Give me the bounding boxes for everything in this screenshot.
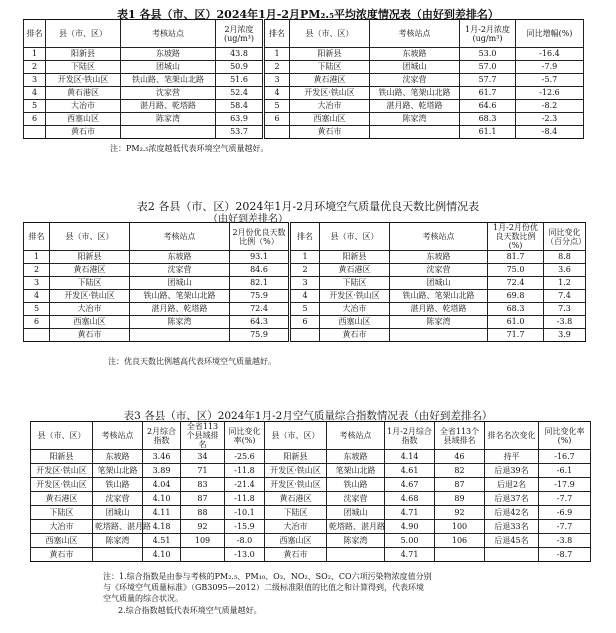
table-cell: 西塞山区 [265, 534, 327, 548]
table-cell [327, 548, 385, 562]
table-cell: -21.4 [225, 478, 265, 492]
table-cell: 后退42名 [485, 506, 539, 520]
table-cell: 4 [24, 290, 50, 303]
table-cell: 东坡路 [370, 48, 460, 61]
table-cell: 阳新县 [31, 450, 93, 464]
table1-header: 县（市、区） [290, 20, 370, 48]
table-cell: -17.9 [539, 478, 591, 492]
table-cell: 黄石市 [31, 548, 93, 562]
table-cell: 6 [290, 316, 320, 329]
table-cell: 黄石市 [46, 126, 121, 139]
table-cell: 52.4 [216, 87, 264, 100]
table-cell: 开发区·铁山区 [50, 290, 130, 303]
table-cell: 铁山路、笔架山北路 [121, 74, 216, 87]
table-cell: 46 [435, 450, 485, 464]
table3-header: 全省113个县域排名 [181, 422, 225, 450]
table3-note-3: 空气质量的综合状况。 [103, 594, 183, 603]
table2-header: 2月份优良天数比例（%） [230, 223, 290, 251]
table-cell: 下陆区 [265, 506, 327, 520]
table2-header-row [24, 223, 586, 251]
table-cell: 开发区·铁山区 [320, 290, 390, 303]
table-cell: 83 [181, 478, 225, 492]
table-cell: 笔架山北路 [327, 464, 385, 478]
table-cell: 3.46 [143, 450, 181, 464]
table-row [31, 506, 591, 520]
table-cell: 阳新县 [50, 251, 130, 264]
table-cell: 黄石港区 [290, 74, 370, 87]
table-cell: 西塞山区 [320, 316, 390, 329]
table-cell: 沈家营 [327, 492, 385, 506]
table-cell: 黄石港区 [320, 264, 390, 277]
table-row [24, 126, 584, 139]
table-cell: 109 [181, 534, 225, 548]
table-cell: 7.3 [544, 303, 586, 316]
table-cell: 4.71 [385, 506, 435, 520]
table-cell: 75.0 [488, 264, 544, 277]
table-cell: 4.11 [143, 506, 181, 520]
table-row [31, 464, 591, 478]
table-cell: 4.51 [143, 534, 181, 548]
table-row [24, 61, 584, 74]
table-cell: 43.8 [216, 48, 264, 61]
table-cell: 4 [264, 87, 290, 100]
table-cell [485, 548, 539, 562]
table-cell: -11.8 [225, 492, 265, 506]
table-cell: 68.3 [460, 113, 516, 126]
table-cell: 铁山路、笔架山北路 [370, 87, 460, 100]
table-row [24, 113, 584, 126]
table-cell: 乾塔路、湛月路 [327, 520, 385, 534]
table3-note-4: 2.综合指数越低代表环境空气质量越好。 [118, 606, 262, 615]
table-cell: 东坡路 [93, 450, 143, 464]
table-cell: 东坡路 [130, 251, 230, 264]
table-cell: 铁山路、笔架山北路 [390, 290, 488, 303]
table-cell: 乾塔路、湛月路 [93, 520, 143, 534]
table-cell: 4.68 [385, 492, 435, 506]
table1-header: 1月-2月浓度(ug/m³) [460, 20, 516, 48]
table-cell: 71.7 [488, 329, 544, 342]
table-cell: 2 [290, 264, 320, 277]
table-cell: 开发区·铁山区 [31, 464, 93, 478]
table-cell: 57.0 [460, 61, 516, 74]
table-cell: 57.7 [460, 74, 516, 87]
table-cell: -8.7 [539, 548, 591, 562]
table-cell [93, 548, 143, 562]
table-cell: 黄石市 [320, 329, 390, 342]
table-cell: 100 [435, 520, 485, 534]
table-cell: 大冶市 [320, 303, 390, 316]
table-cell: -10.1 [225, 506, 265, 520]
table-cell: 陈家湾 [390, 316, 488, 329]
table-cell: 5.00 [385, 534, 435, 548]
table-cell: 4 [24, 87, 46, 100]
table-cell: 3 [24, 74, 46, 87]
table-cell: -3.8 [544, 316, 586, 329]
table-cell: 东坡路 [327, 450, 385, 464]
table-cell: 阳新县 [265, 450, 327, 464]
table-cell: 72.4 [230, 303, 290, 316]
table-cell: 64.3 [230, 316, 290, 329]
table-cell: 4.18 [143, 520, 181, 534]
table-cell [130, 329, 230, 342]
table1-header: 同比增幅(%) [516, 20, 584, 48]
table-cell: 34 [181, 450, 225, 464]
table1-header: 排名 [24, 20, 46, 48]
table-cell: -8.2 [516, 100, 584, 113]
table-cell: 3 [24, 277, 50, 290]
table-cell: 1 [24, 48, 46, 61]
table-cell: 87 [435, 478, 485, 492]
table-row [24, 264, 586, 277]
table-cell: -7.9 [516, 61, 584, 74]
table-cell: 69.8 [488, 290, 544, 303]
table-cell: 湛月路、乾塔路 [370, 100, 460, 113]
table-cell: 大冶市 [290, 100, 370, 113]
table-cell: 陈家湾 [121, 113, 216, 126]
table-cell: 湛月路、乾塔路 [130, 303, 230, 316]
table3-header: 1月-2月综合指数 [385, 422, 435, 450]
table-row [24, 100, 584, 113]
table-cell: -25.6 [225, 450, 265, 464]
table-cell: 1 [290, 251, 320, 264]
table-cell: -12.6 [516, 87, 584, 100]
table-cell: 西塞山区 [46, 113, 121, 126]
table-cell: 铁山路 [327, 478, 385, 492]
table1-note: 注：PM₂.₅浓度越低代表环境空气质量越好。 [110, 144, 269, 153]
table3-header: 同比变化率(%) [539, 422, 591, 450]
table-cell [264, 126, 290, 139]
table2-header: 县（市、区） [50, 223, 130, 251]
table-cell: 黄石市 [290, 126, 370, 139]
table2-header: 1月-2月份优良天数比例(%) [488, 223, 544, 251]
table-cell: 开发区·铁山区 [31, 478, 93, 492]
table-cell: 西塞山区 [50, 316, 130, 329]
table-cell: 铁山路 [93, 478, 143, 492]
table-cell: 50.9 [216, 61, 264, 74]
table3-header: 考核站点 [93, 422, 143, 450]
table-cell [370, 126, 460, 139]
table-cell: 5 [24, 100, 46, 113]
table-cell: 开发区·铁山区 [265, 464, 327, 478]
table-cell [24, 329, 50, 342]
table1-header: 县（市、区） [46, 20, 121, 48]
table-cell: 2 [24, 264, 50, 277]
table-cell: 3.6 [544, 264, 586, 277]
table-cell: 61.1 [460, 126, 516, 139]
table-cell: 61.7 [460, 87, 516, 100]
table-row [31, 450, 591, 464]
table-cell: 1 [24, 251, 50, 264]
table-cell: -2.3 [516, 113, 584, 126]
table3-header: 同比变化率(%) [225, 422, 265, 450]
table-cell: 88 [181, 506, 225, 520]
table-cell: 71 [181, 464, 225, 478]
table1-header: 排名 [264, 20, 290, 48]
table-cell: 后退39名 [485, 464, 539, 478]
table-cell: 5 [24, 303, 50, 316]
table-cell: 1.2 [544, 277, 586, 290]
table3-note-2: 与《环境空气质量标准》（GB3095—2012）二级标准限值的比值之和计算得到，代表环境 [103, 583, 424, 592]
table-cell: -7.7 [539, 492, 591, 506]
table-cell: 黄石港区 [31, 492, 93, 506]
table-cell: 82.1 [230, 277, 290, 290]
table-cell: 阳新县 [46, 48, 121, 61]
table-cell: -11.8 [225, 464, 265, 478]
table2-header: 排名 [290, 223, 320, 251]
table1-caption: 表1 各县（市、区）2024年1月-2月PM₂.₅平均浓度情况表（由好到差排名） [117, 8, 499, 21]
table-cell: 下陆区 [320, 277, 390, 290]
table-cell: 106 [435, 534, 485, 548]
table-cell: -3.8 [539, 534, 591, 548]
table-cell: 东坡路 [121, 48, 216, 61]
table-cell: 湛月路、乾塔路 [390, 303, 488, 316]
table1 [23, 19, 584, 139]
table-cell: 黄石市 [265, 548, 327, 562]
table-cell: 下陆区 [50, 277, 130, 290]
table-cell: 阳新县 [320, 251, 390, 264]
table-cell: 89 [435, 492, 485, 506]
table-row [24, 316, 586, 329]
table-cell: 4.71 [385, 548, 435, 562]
table-cell: -5.7 [516, 74, 584, 87]
table-cell [435, 548, 485, 562]
table-cell: 84.6 [230, 264, 290, 277]
table-cell: -15.9 [225, 520, 265, 534]
table-row [24, 290, 586, 303]
table-cell: 团城山 [327, 506, 385, 520]
table-cell: 沈家营 [370, 74, 460, 87]
table1-header: 考核站点 [370, 20, 460, 48]
table-cell: 2 [24, 61, 46, 74]
table-row [31, 478, 591, 492]
table-cell: 5 [264, 100, 290, 113]
table-cell: -13.0 [225, 548, 265, 562]
table-cell: 黄石市 [50, 329, 130, 342]
table-cell: 黄石港区 [50, 264, 130, 277]
table2-note: 注：优良天数比例越高代表环境空气质量越好。 [108, 357, 276, 366]
table3-header: 县（市、区） [31, 422, 93, 450]
table-cell: 1 [264, 48, 290, 61]
table-cell: 5 [290, 303, 320, 316]
table-row [24, 329, 586, 342]
table-cell: 后退33名 [485, 520, 539, 534]
table1-header: 考核站点 [121, 20, 216, 48]
table3-note-1: 注：1.综合指数是由参与考核的PM₂.₅、PM₁₀、O₃、NO₂、SO₂、CO六项污染物浓度值分别 [103, 572, 432, 581]
table-cell: -8.0 [225, 534, 265, 548]
table-cell: 63.9 [216, 113, 264, 126]
table-row [24, 251, 586, 264]
table-cell: 6 [24, 113, 46, 126]
table-cell: 陈家湾 [370, 113, 460, 126]
table-cell: 6 [24, 316, 50, 329]
table-cell: 阳新县 [290, 48, 370, 61]
table-row [31, 534, 591, 548]
table-cell: 75.9 [230, 290, 290, 303]
table-cell: 53.7 [216, 126, 264, 139]
table1-header-row [24, 20, 584, 48]
table-cell: 6 [264, 113, 290, 126]
table-cell: 陈家湾 [130, 316, 230, 329]
table-cell [290, 329, 320, 342]
table-cell: 沈家营 [390, 264, 488, 277]
table3-caption: 表3 各县（市、区）2024年1月-2月空气质量综合指数情况表（由好到差排名） [123, 410, 493, 422]
table-cell: 68.3 [488, 303, 544, 316]
table-row [31, 548, 591, 562]
table-cell: 东坡路 [390, 251, 488, 264]
table-cell: 后退2名 [485, 478, 539, 492]
table-cell: 82 [435, 464, 485, 478]
table-cell: 大冶市 [50, 303, 130, 316]
table-cell: -6.9 [539, 506, 591, 520]
table2-header: 县（市、区） [320, 223, 390, 251]
table-cell: -8.4 [516, 126, 584, 139]
table-cell: 72.4 [488, 277, 544, 290]
table-cell: 4.10 [143, 548, 181, 562]
table-cell: 下陆区 [290, 61, 370, 74]
table-cell: 持平 [485, 450, 539, 464]
table2-caption-2: （由好到差排名） [208, 214, 288, 225]
table-row [31, 492, 591, 506]
table-cell: 3 [264, 74, 290, 87]
table-cell: 92 [181, 520, 225, 534]
table-cell: 湛月路、乾塔路 [121, 100, 216, 113]
table3-header: 排名名次变化 [485, 422, 539, 450]
table3 [30, 421, 591, 562]
table-row [31, 520, 591, 534]
table-cell: 后退37名 [485, 492, 539, 506]
table-cell: -16.7 [539, 450, 591, 464]
table-cell: 81.7 [488, 251, 544, 264]
table-cell: 沈家营 [130, 264, 230, 277]
table-cell: 4.04 [143, 478, 181, 492]
table-cell: -16.4 [516, 48, 584, 61]
table-cell: 西塞山区 [31, 534, 93, 548]
table1-header: 2月浓度(ug/m³) [216, 20, 264, 48]
table-cell: 4 [290, 290, 320, 303]
table-cell: 51.6 [216, 74, 264, 87]
table3-header: 2月综合指数 [143, 422, 181, 450]
table-cell: 92 [435, 506, 485, 520]
table-cell: 4.90 [385, 520, 435, 534]
table3-header: 考核站点 [327, 422, 385, 450]
table3-header: 全省113个县域排名 [435, 422, 485, 450]
table-cell: 后退45名 [485, 534, 539, 548]
table-cell: 大冶市 [46, 100, 121, 113]
table-cell: 黄石港区 [265, 492, 327, 506]
table-cell: 铁山路、笔架山北路 [130, 290, 230, 303]
table2-header: 考核站点 [130, 223, 230, 251]
table-cell: 开发区·铁山区 [290, 87, 370, 100]
table-cell: 58.4 [216, 100, 264, 113]
table-row [24, 87, 584, 100]
table-cell: 87 [181, 492, 225, 506]
table-cell: 53.0 [460, 48, 516, 61]
table-cell: 4.10 [143, 492, 181, 506]
table3-header-row [31, 422, 591, 450]
table-cell: -7.7 [539, 520, 591, 534]
table-cell: 黄石港区 [46, 87, 121, 100]
table-cell: 61.0 [488, 316, 544, 329]
table-cell: 大冶市 [31, 520, 93, 534]
table-cell: 大冶市 [265, 520, 327, 534]
table-cell: 3.9 [544, 329, 586, 342]
table-cell: 2 [264, 61, 290, 74]
table-cell: 陈家湾 [93, 534, 143, 548]
table-cell: -6.1 [539, 464, 591, 478]
table-cell: 开发区·铁山区 [265, 478, 327, 492]
table2-header: 考核站点 [390, 223, 488, 251]
table-cell: 4.67 [385, 478, 435, 492]
table-cell: 团城山 [390, 277, 488, 290]
table-cell [390, 329, 488, 342]
table2-header: 排名 [24, 223, 50, 251]
table-cell: 沈家营 [93, 492, 143, 506]
table-cell: 4.14 [385, 450, 435, 464]
table2 [23, 222, 586, 342]
table-row [24, 303, 586, 316]
table-cell: 下陆区 [46, 61, 121, 74]
table-cell: 7.4 [544, 290, 586, 303]
table-cell: 团城山 [370, 61, 460, 74]
table-row [24, 277, 586, 290]
table2-header: 同比变化（百分点） [544, 223, 586, 251]
table-cell: 笔架山北路 [93, 464, 143, 478]
table-cell [121, 126, 216, 139]
table-cell: 沈家营 [121, 87, 216, 100]
table-cell: 团城山 [130, 277, 230, 290]
table-cell: 4.61 [385, 464, 435, 478]
table-cell: 开发区·铁山区 [46, 74, 121, 87]
table-row [24, 74, 584, 87]
table-cell [24, 126, 46, 139]
table-cell: 3.89 [143, 464, 181, 478]
table-cell: 下陆区 [31, 506, 93, 520]
table-cell: 团城山 [93, 506, 143, 520]
table-cell: 3 [290, 277, 320, 290]
table-cell: 西塞山区 [290, 113, 370, 126]
table-cell: 陈家湾 [327, 534, 385, 548]
table-cell: 团城山 [121, 61, 216, 74]
table-cell: 8.8 [544, 251, 586, 264]
table2-caption: 表2 各县（市、区）2024年1月-2月环境空气质量优良天数比例情况表 [136, 200, 480, 213]
table-cell: 64.6 [460, 100, 516, 113]
table-cell: 75.9 [230, 329, 290, 342]
table-cell [181, 548, 225, 562]
table-cell: 93.1 [230, 251, 290, 264]
table3-header: 县（市、区） [265, 422, 327, 450]
table-row [24, 48, 584, 61]
